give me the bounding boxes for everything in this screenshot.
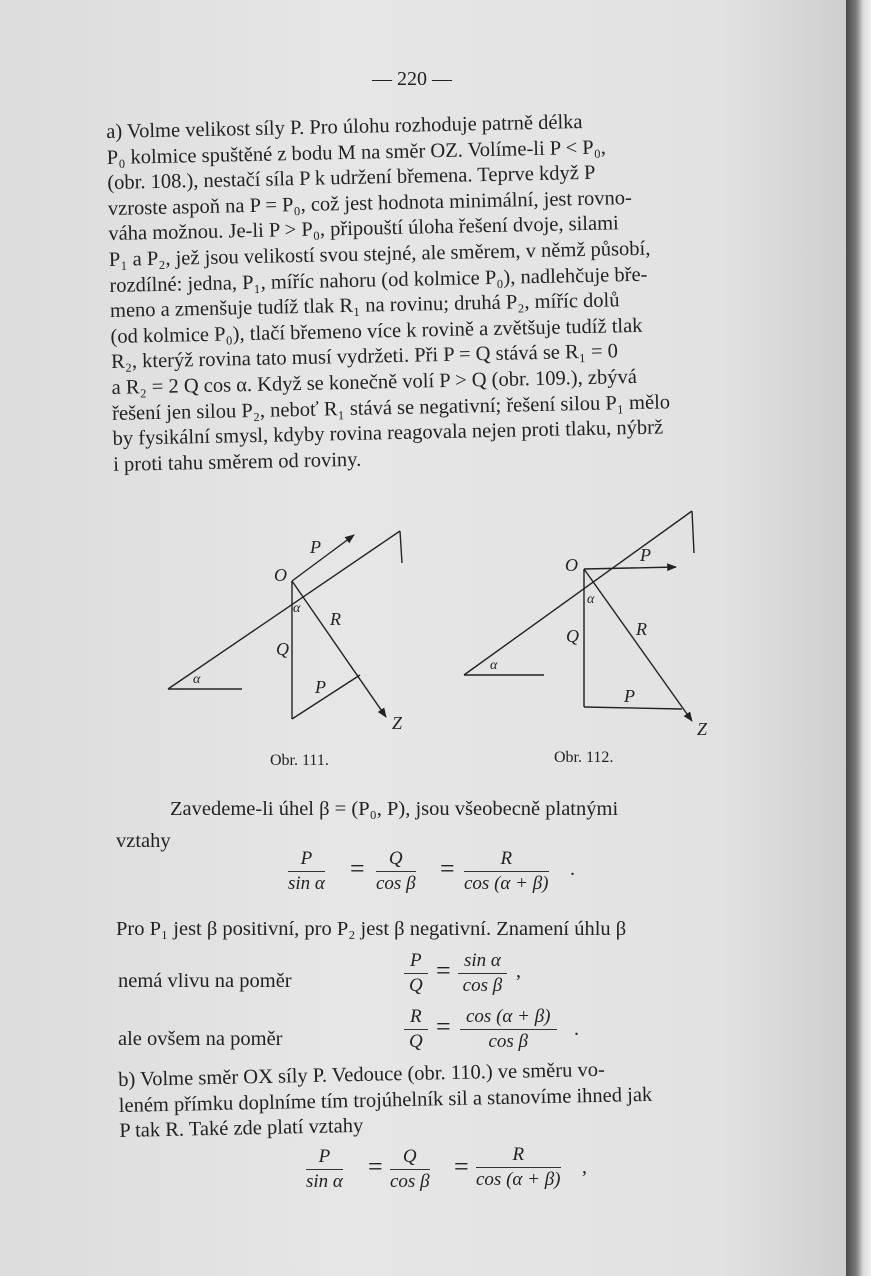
fraction [288, 848, 325, 895]
text-line: vzroste aspoň na P = P₀, což jest hodnota minimální, jest rovno- [107, 186, 633, 220]
label-Z: Z [392, 713, 403, 733]
text-line: (obr. 108.), nestačí síla P k udržení břemena. Teprve když P [107, 161, 596, 195]
numerator: P [288, 848, 325, 872]
page-number: — 220 — [372, 68, 452, 90]
label-R: R [636, 619, 647, 639]
numerator: cos (α + β) [460, 1006, 557, 1030]
label-alpha: α [193, 672, 201, 687]
figure-caption: Obr. 111. [270, 752, 329, 769]
punctuation: , [582, 1156, 587, 1178]
figure-111 [168, 531, 402, 719]
incline-slope [464, 511, 692, 675]
text-line: by fysikální smysl, kdyby rovina reagovala nejen proti tlaku, nýbrž [112, 416, 664, 451]
equals-sign: = [454, 1152, 469, 1181]
numerator: R [404, 1006, 428, 1030]
line-oz [292, 581, 386, 717]
page-edge [846, 0, 871, 1276]
text-line: váha možnou. Je-li P > P₀, připouští úloha řešení dvoje, silami [108, 212, 619, 246]
intro-beta: Zavedeme-li úhel β = (P₀, P), jsou všeobecně platnými [170, 798, 619, 820]
denominator: Q [408, 1031, 423, 1052]
label-Q: Q [276, 639, 289, 659]
label-Q: Q [566, 626, 579, 646]
numerator: Q [376, 848, 416, 872]
label-alpha: α [490, 658, 498, 673]
line-oz [584, 569, 692, 721]
text-line: P tak R. Také zde platí vztahy [119, 1115, 364, 1143]
fraction [458, 950, 507, 997]
numerator: R [476, 1144, 561, 1168]
fraction [404, 950, 428, 997]
label-R: R [330, 609, 341, 629]
force-p-closing [584, 707, 682, 709]
numerator: P [306, 1146, 343, 1170]
denominator: cos β [462, 975, 503, 996]
text-line: a) Volme velikost síly P. Pro úlohu rozhoduje patrně délka [106, 111, 583, 143]
force-p-arrow [584, 567, 676, 569]
equals-sign: = [436, 1012, 451, 1041]
ratio-1-text: nemá vlivu na poměr [118, 970, 292, 992]
label-P: P [310, 537, 321, 557]
fraction [390, 1146, 430, 1193]
sign-text: Pro P₁ jest β positivní, pro P₂ jest β negativní. Znamení úhlu β [116, 918, 627, 940]
text-line: (od kolmice P₀), tlačí břemeno více k rovině a zvětšuje tudíž tlak [110, 314, 643, 348]
text-line: P₀ kolmice spuštěné z bodu M na směr OZ. Volíme-li P < P₀, [106, 136, 607, 169]
equals-sign: = [436, 956, 451, 985]
paragraph-b [118, 1054, 779, 1145]
denominator: cos β [488, 1031, 529, 1052]
force-p-arrow [292, 535, 354, 581]
incline-side [400, 531, 402, 563]
denominator: sin α [288, 873, 325, 894]
punctuation: . [570, 858, 575, 880]
fraction [476, 1144, 561, 1191]
denominator: sin α [306, 1171, 343, 1192]
label-Z: Z [697, 719, 708, 739]
force-diagrams [160, 505, 720, 780]
paragraph-a [106, 106, 773, 478]
label-O: O [274, 565, 287, 585]
text-line: leném přímku doplníme tím trojúhelník sil a stanovíme ihned jak [118, 1083, 653, 1117]
label-P: P [315, 677, 326, 697]
label-P: P [640, 545, 651, 565]
text-line: meno a zmenšuje tudíž tlak R₁ na rovinu; druhá P₂, míříc dolů [109, 289, 620, 323]
text-line: i proti tahu směrem od roviny. [112, 448, 362, 476]
fraction [376, 848, 416, 895]
force-p-closing [292, 675, 360, 719]
equals-sign: = [440, 854, 455, 883]
incline-slope [168, 531, 400, 689]
numerator: sin α [458, 950, 507, 974]
text-line: řešení jen silou P₂, neboť R₁ stává se negativní; řešení silou P₁ mělo [111, 390, 671, 425]
denominator: cos β [390, 1171, 430, 1192]
fraction [306, 1146, 343, 1193]
text-line: b) Volme směr OX síly P. Vedouce (obr. 110.) ve směru vo- [118, 1058, 606, 1091]
text-line: a R₂ = 2 Q cos α. Když se konečně volí P > Q (obr. 109.), zbývá [111, 365, 638, 399]
denominator: Q [408, 975, 423, 996]
numerator: Q [390, 1146, 430, 1170]
numerator: R [464, 848, 549, 872]
intro-beta-cont: vztahy [116, 830, 171, 852]
ratio-2-text: ale ovšem na poměr [118, 1028, 283, 1050]
fraction [460, 1006, 557, 1053]
figure-112 [464, 511, 694, 721]
incline-side [692, 511, 694, 553]
fraction [464, 848, 549, 895]
punctuation: , [516, 960, 521, 982]
text-line: rozdílné: jedna, P₁, míříc nahoru (od kolmice P₀), nadlehčuje bře- [109, 263, 648, 297]
figure-caption: Obr. 112. [554, 749, 614, 766]
label-P: P [624, 686, 635, 706]
denominator: cos (α + β) [476, 1169, 561, 1190]
text-line: R₂, kterýž rovina tato musí vydržeti. Při P = Q stává se R₁ = 0 [110, 340, 619, 374]
equals-sign: = [368, 1152, 383, 1181]
label-O: O [565, 555, 578, 575]
numerator: P [404, 950, 428, 974]
denominator: cos β [376, 873, 416, 894]
text-line: P₁ a P₂, jež jsou velikostí svou stejné, ale směrem, v němž působí, [108, 237, 651, 271]
fraction [404, 1006, 428, 1053]
punctuation: . [574, 1018, 579, 1040]
label-alpha: α [293, 601, 301, 616]
denominator: cos (α + β) [464, 873, 549, 894]
equals-sign: = [350, 854, 365, 883]
label-alpha: α [587, 592, 595, 607]
